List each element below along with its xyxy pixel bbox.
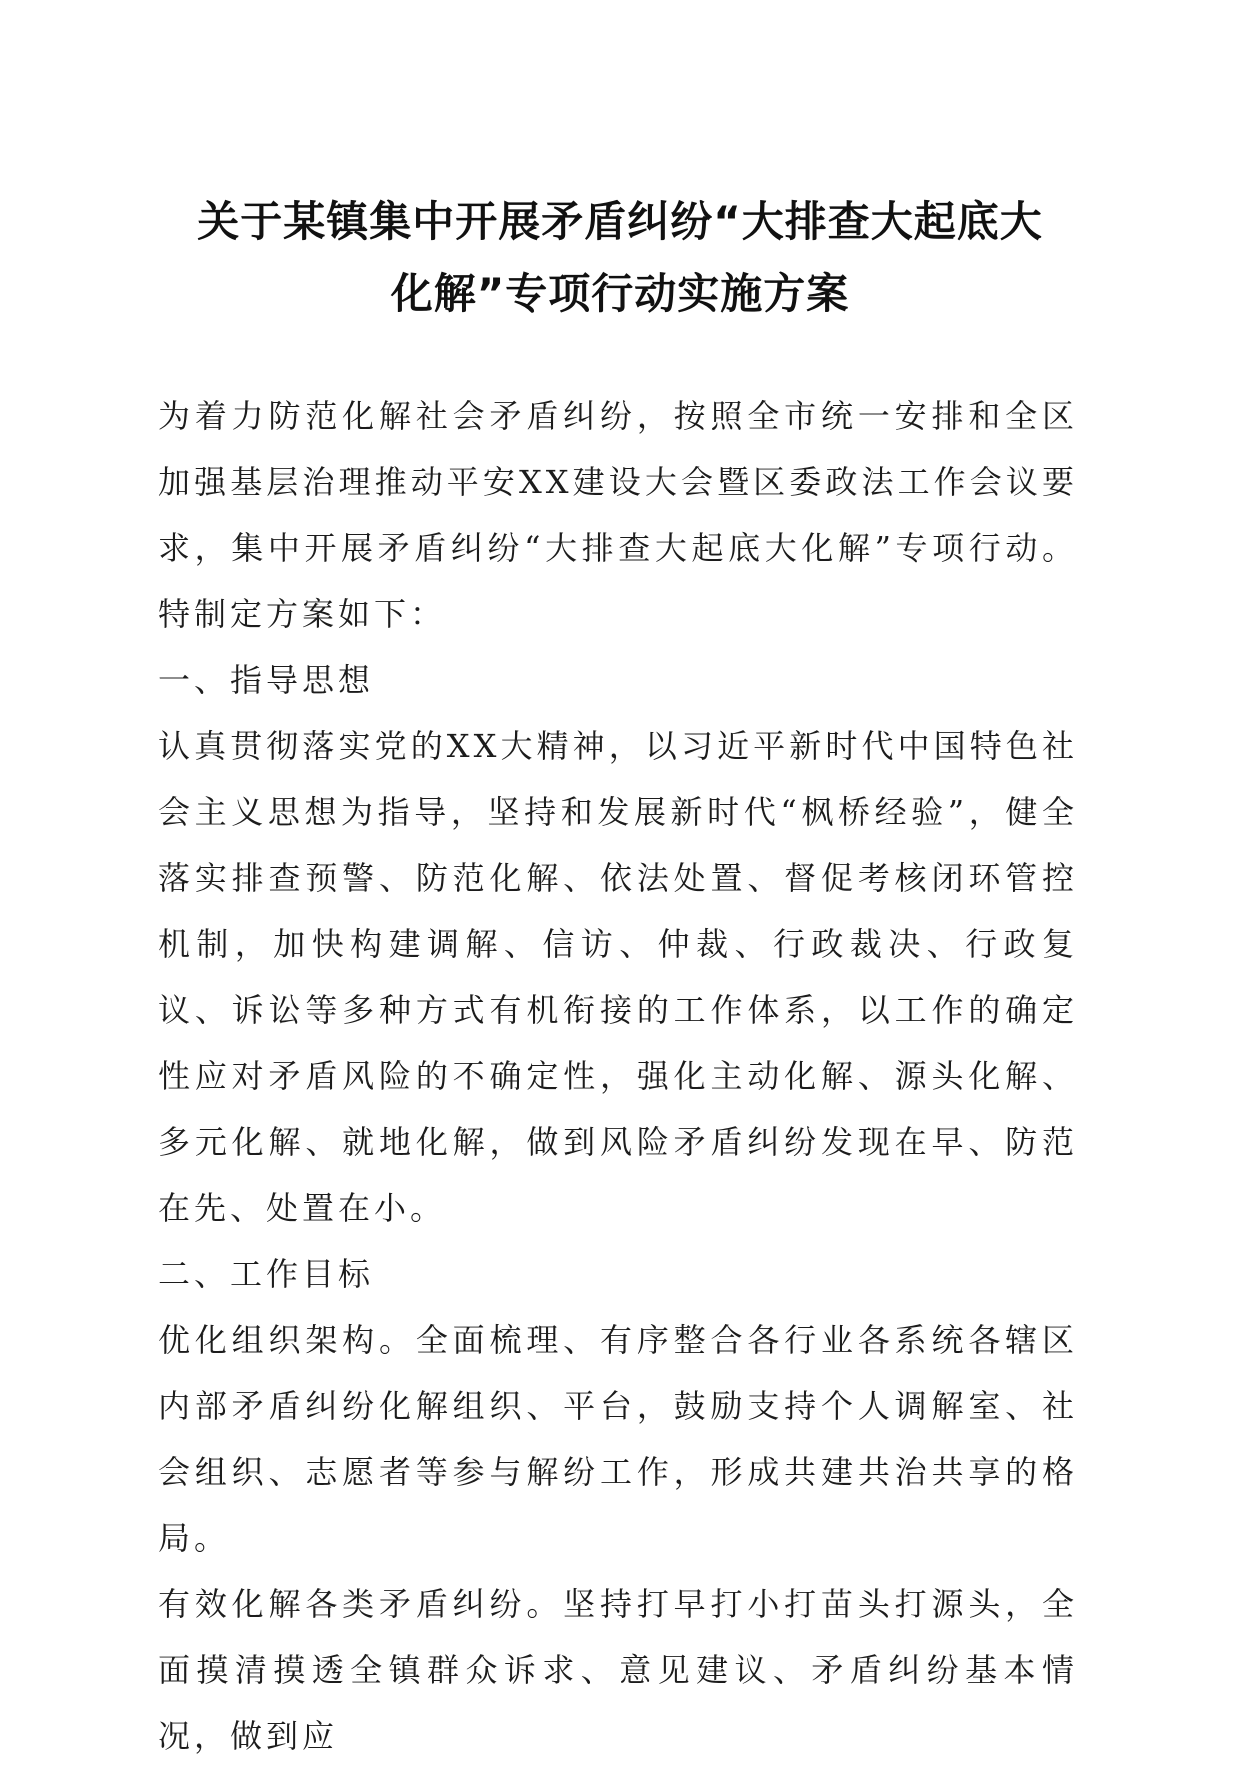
paragraph-resolve-disputes: 有效化解各类矛盾纠纷。坚持打早打小打苗头打源头，全面摸清摸透全镇群众诉求、意见建议、矛盾纠纷基本情况，做到应: [158, 1585, 1078, 1755]
title-line-1: 关于某镇集中开展矛盾纠纷“大排查大起底大: [197, 197, 1043, 246]
title-line-2: 化解”专项行动实施方案: [390, 269, 850, 318]
document-body: [158, 383, 1078, 1769]
paragraph-guiding-ideology: 认真贯彻落实党的XX大精神，以习近平新时代中国特色社会主义思想为指导，坚持和发展新时代“枫桥经验”，健全落实排查预警、防范化解、依法处置、督促考核闭环管控机制，加快构建调解、信访、仲裁、行政裁决、行政复议、诉讼等多种方式有机衔接的工作体系，以工作的确定性应对矛盾风险的不确定性，强化主动化解、源头化解、多元化解、就地化解，做到风险矛盾纠纷发现在早、防范在先、处置在小。: [158, 727, 1078, 1227]
paragraph-intro: 为着力防范化解社会矛盾纠纷，按照全市统一安排和全区加强基层治理推动平安XX建设大会暨区委政法工作会议要求，集中开展矛盾纠纷“大排查大起底大化解”专项行动。特制定方案如下：: [158, 397, 1078, 633]
section-heading-guiding-ideology: 一、指导思想: [158, 661, 375, 699]
paragraph-optimize-organization: 优化组织架构。全面梳理、有序整合各行业各系统各辖区内部矛盾纠纷化解组织、平台，鼓励支持个人调解室、社会组织、志愿者等参与解纷工作，形成共建共治共享的格局。: [158, 1321, 1078, 1557]
document-title: [140, 186, 1100, 330]
section-heading-work-goals: 二、工作目标: [158, 1255, 375, 1293]
